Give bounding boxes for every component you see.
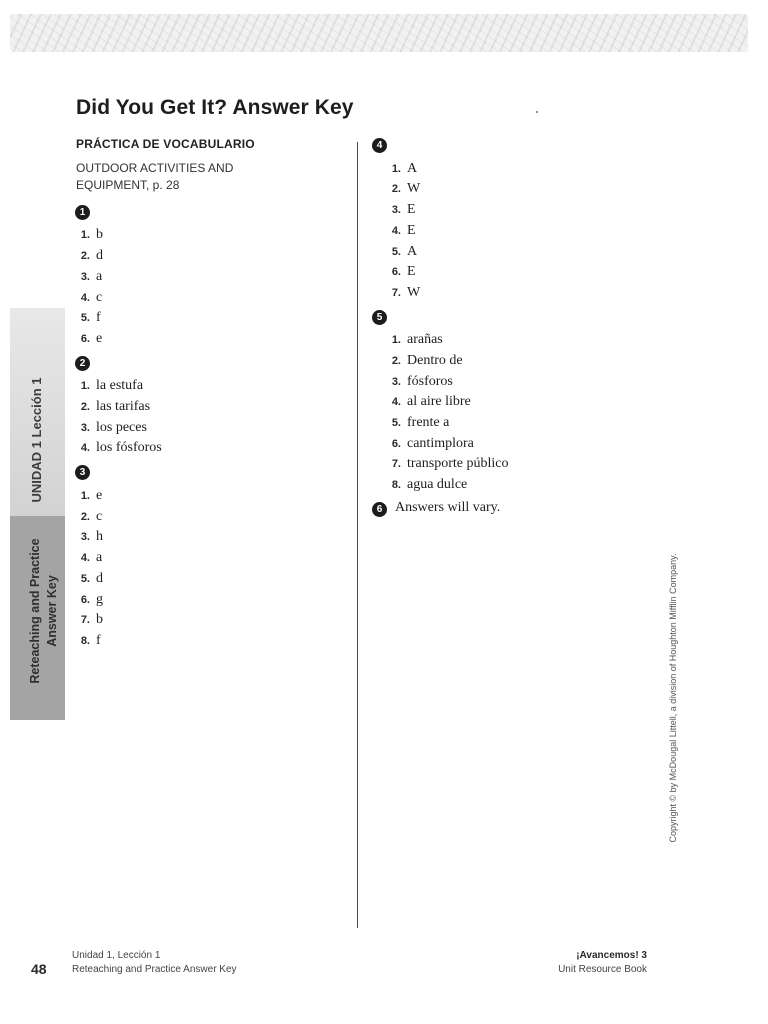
footer-book-title: ¡Avancemos! 3 (576, 950, 647, 961)
answer-item (72, 438, 162, 456)
answer-text: a (96, 269, 103, 284)
column-divider (357, 142, 358, 928)
print-speck (536, 111, 538, 113)
answer-text: transporte público (407, 456, 509, 471)
footer-left-line-2: Reteaching and Practice Answer Key (72, 964, 237, 975)
footer-right (558, 949, 647, 977)
answer-number: 2. (80, 250, 90, 262)
answer-text: b (96, 227, 103, 242)
side-tab-section-label (27, 536, 63, 686)
answer-number: 2. (80, 511, 90, 523)
answer-number: 2. (391, 355, 401, 367)
answer-item (72, 590, 103, 608)
answer-text: c (96, 509, 103, 524)
answer-number: 1. (391, 163, 401, 175)
page-number: 48 (31, 961, 47, 977)
exercise-number-badge: 6 (372, 502, 387, 517)
answer-item (72, 308, 101, 326)
answer-number: 5. (80, 312, 90, 324)
answer-item (72, 267, 102, 285)
answer-number: 7. (391, 458, 401, 470)
answer-number: 2. (391, 183, 401, 195)
exercise-number-badge: 4 (372, 138, 387, 153)
answer-text: la estufa (96, 378, 144, 393)
answer-item (72, 397, 150, 415)
side-tab-unit-label: UNIDAD 1 Lección 1 (29, 377, 44, 503)
answer-number: 4. (391, 396, 401, 408)
answer-text: e (96, 488, 103, 503)
answer-number: 1. (80, 229, 90, 241)
answer-item (383, 413, 449, 431)
answer-number: 8. (391, 479, 401, 491)
section-subheading-line-1: OUTDOOR ACTIVITIES AND (76, 161, 234, 175)
answer-item (383, 330, 443, 348)
exercise-number-badge: 2 (75, 356, 90, 371)
answer-item (383, 200, 416, 218)
answer-text: al aire libre (407, 394, 471, 409)
exercise-6-answer: Answers will vary. (395, 500, 501, 515)
answer-text: arañas (407, 332, 443, 347)
answer-text: f (96, 310, 101, 325)
answer-item (383, 283, 420, 301)
answer-text: los fósforos (96, 440, 162, 455)
answer-item (383, 179, 420, 197)
answer-number: 5. (391, 246, 401, 258)
answer-text: f (96, 633, 101, 648)
answer-text: e (96, 331, 103, 346)
answer-text: d (96, 571, 103, 586)
answer-text: frente a (407, 415, 450, 430)
answer-number: 3. (80, 531, 90, 543)
answer-number: 6. (391, 438, 401, 450)
answer-text: E (407, 264, 416, 279)
answer-item (72, 418, 147, 436)
exercise-number-badge: 3 (75, 465, 90, 480)
answer-number: 6. (391, 266, 401, 278)
answer-number: 3. (80, 422, 90, 434)
answer-text: c (96, 290, 103, 305)
answer-text: E (407, 223, 416, 238)
answer-text: agua dulce (407, 477, 468, 492)
answer-number: 3. (391, 376, 401, 388)
answer-number: 1. (80, 380, 90, 392)
answer-text: h (96, 529, 103, 544)
answer-text: A (407, 244, 418, 259)
answer-number: 4. (80, 552, 90, 564)
answer-item (383, 475, 467, 493)
answer-item (72, 225, 103, 243)
side-tab-section-line-2: Answer Key (45, 575, 59, 647)
answer-text: los peces (96, 420, 147, 435)
copyright-notice: Copyright © by McDougal Littell, a division of Houghton Mifflin Company. (668, 553, 678, 843)
answer-item (72, 246, 103, 264)
decorative-header-band (10, 14, 748, 52)
answer-item (383, 351, 463, 369)
answer-item (383, 392, 471, 410)
answer-item (72, 569, 103, 587)
exercise-number-badge: 5 (372, 310, 387, 325)
answer-text: W (407, 181, 421, 196)
answer-item (383, 454, 508, 472)
answer-number: 1. (80, 490, 90, 502)
side-tab-section-line-1: Reteaching and Practice (28, 538, 42, 684)
answer-number: 3. (80, 271, 90, 283)
answer-item (72, 288, 102, 306)
answer-text: a (96, 550, 103, 565)
answer-number: 2. (80, 401, 90, 413)
answer-item (72, 548, 102, 566)
answer-item (383, 242, 417, 260)
answer-number: 1. (391, 334, 401, 346)
answer-item (72, 507, 102, 525)
answer-number: 6. (80, 594, 90, 606)
answer-item (72, 329, 102, 347)
answer-number: 6. (80, 333, 90, 345)
exercise-number-badge: 1 (75, 205, 90, 220)
answer-number: 4. (80, 442, 90, 454)
answer-number: 4. (80, 292, 90, 304)
answer-text: b (96, 612, 103, 627)
footer-book-subtitle: Unit Resource Book (558, 964, 647, 975)
answer-item (383, 221, 416, 239)
answer-text: Dentro de (407, 353, 463, 368)
section-subheading-line-2: EQUIPMENT, p. 28 (76, 178, 180, 192)
answer-text: cantimplora (407, 436, 474, 451)
answer-text: las tarifas (96, 399, 151, 414)
answer-item (383, 159, 417, 177)
answer-item (383, 262, 416, 280)
section-subheading (76, 160, 276, 194)
answer-text: fósforos (407, 374, 453, 389)
answer-text: g (96, 592, 103, 607)
answer-text: d (96, 248, 103, 263)
answer-number: 8. (80, 635, 90, 647)
answer-number: 7. (391, 287, 401, 299)
answer-text: W (407, 285, 421, 300)
section-heading: PRÁCTICA DE VOCABULARIO (76, 137, 255, 151)
answer-number: 5. (80, 573, 90, 585)
answer-item (72, 486, 102, 504)
answer-item (383, 372, 453, 390)
answer-number: 4. (391, 225, 401, 237)
answer-number: 3. (391, 204, 401, 216)
answer-text: A (407, 161, 418, 176)
answer-item (72, 527, 103, 545)
answer-item (72, 631, 101, 649)
answer-number: 7. (80, 614, 90, 626)
answer-text: E (407, 202, 416, 217)
answer-item (383, 434, 474, 452)
page-title: Did You Get It? Answer Key (76, 96, 354, 119)
answer-item (72, 610, 103, 628)
footer-left-line-1: Unidad 1, Lección 1 (72, 950, 161, 961)
footer-left (72, 949, 237, 977)
answer-item (72, 376, 143, 394)
answer-number: 5. (391, 417, 401, 429)
